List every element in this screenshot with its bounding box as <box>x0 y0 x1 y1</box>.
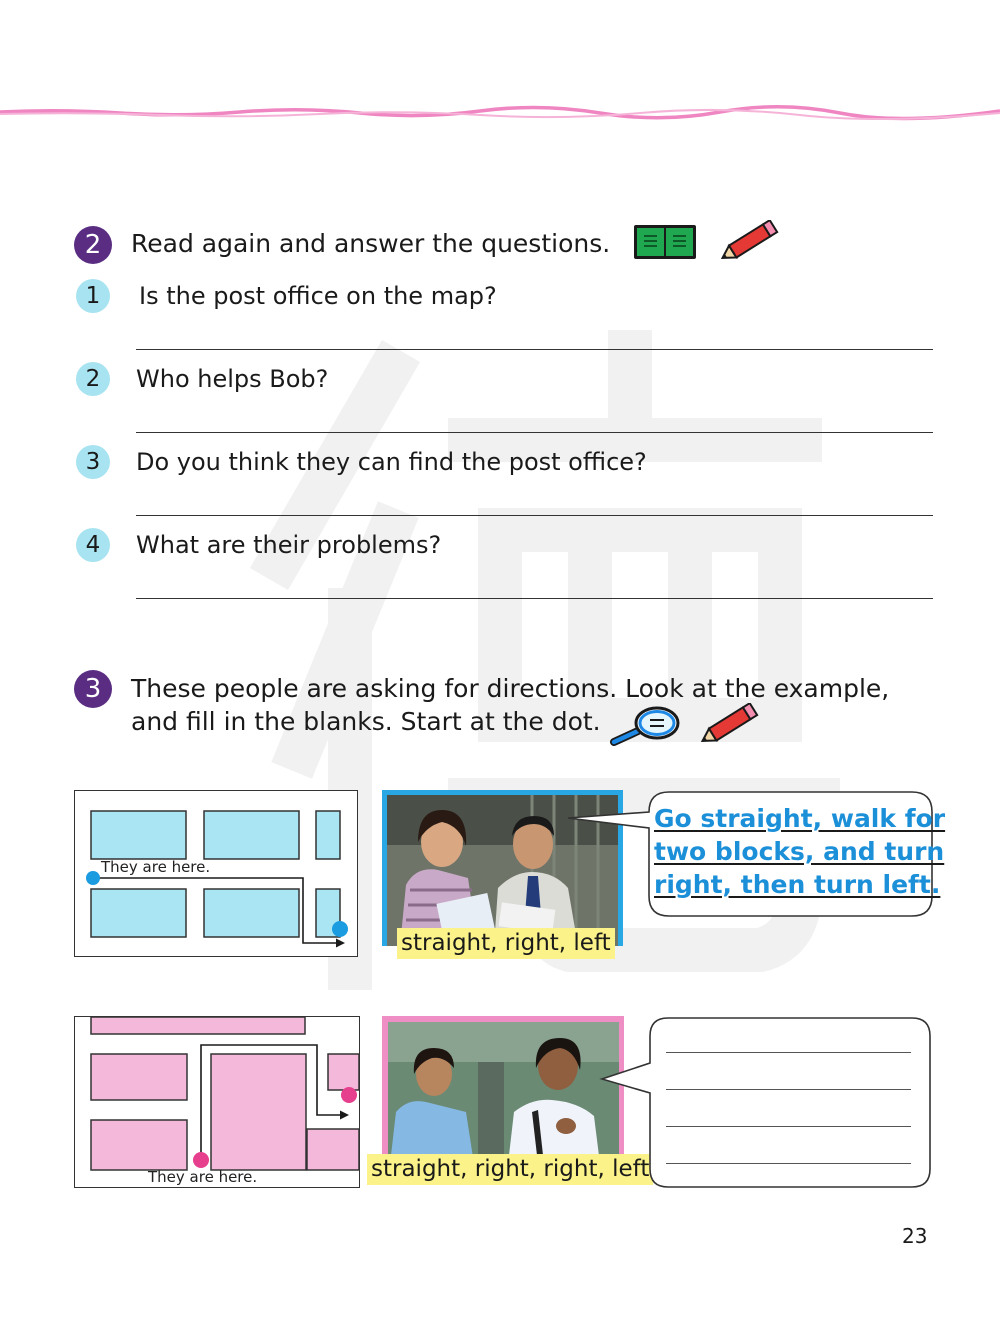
answer-line-2[interactable] <box>136 432 933 433</box>
question-1-number: 1 <box>85 283 101 309</box>
question-2-number: 2 <box>85 366 101 392</box>
section-2-number: 2 <box>84 230 102 260</box>
page-number: 23 <box>902 1224 928 1248</box>
exercise-caption: straight, right, right, left <box>367 1154 653 1185</box>
exercise-photo-image <box>382 1016 624 1164</box>
exercise-map-drawing <box>75 1017 359 1187</box>
section-3-title-line-1: These people are asking for directions. Look at the example, <box>131 674 890 703</box>
book-icon <box>632 222 698 262</box>
exercise-speech-bubble <box>596 1015 934 1191</box>
question-4-number: 4 <box>85 532 101 558</box>
answer-line-3[interactable] <box>136 515 933 516</box>
end-dot <box>332 921 348 937</box>
section-2-title: Read again and answer the questions. <box>131 229 611 258</box>
question-3-text: Do you think they can find the post office? <box>136 448 647 476</box>
question-4-text: What are their problems? <box>136 531 442 559</box>
map-block <box>204 889 299 937</box>
map-block <box>91 1054 187 1100</box>
map-block <box>91 1017 305 1034</box>
question-2-text: Who helps Bob? <box>136 365 329 393</box>
blank-line-2[interactable] <box>666 1089 911 1090</box>
question-3-badge <box>76 445 110 479</box>
exercise-map-label: They are here. <box>148 1168 258 1186</box>
answer-line-1[interactable] <box>136 349 933 350</box>
answer-line-4[interactable] <box>136 598 933 599</box>
magnifier-icon <box>606 703 682 749</box>
question-1-text: Is the post office on the map? <box>139 282 497 310</box>
start-dot <box>193 1152 209 1168</box>
question-3-number: 3 <box>85 449 101 475</box>
question-2-badge <box>76 362 110 396</box>
blank-line-1[interactable] <box>666 1052 911 1053</box>
example-map-label: They are here. <box>101 858 211 876</box>
blank-line-3[interactable] <box>666 1126 911 1127</box>
section-3-number: 3 <box>84 674 102 704</box>
top-decorative-line <box>0 100 1000 124</box>
section-3-title-line-2: and fill in the blanks. Start at the dot. <box>131 707 601 736</box>
speech-line-2: two blocks, and turn <box>654 837 945 866</box>
blank-line-4[interactable] <box>666 1163 911 1164</box>
map-block <box>91 811 186 859</box>
pencil-icon <box>714 220 782 264</box>
question-4-badge <box>76 528 110 562</box>
exercise-photo <box>382 1016 624 1164</box>
question-1-badge <box>76 279 110 313</box>
map-block <box>316 811 340 859</box>
example-map <box>74 790 358 957</box>
exercise-map <box>74 1016 360 1188</box>
example-speech-text <box>654 802 945 901</box>
map-block <box>328 1054 359 1090</box>
end-dot <box>341 1087 357 1103</box>
map-block <box>307 1129 359 1170</box>
speech-line-1: Go straight, walk for <box>654 804 946 833</box>
map-block <box>91 889 186 937</box>
section-3-badge <box>74 670 112 708</box>
speech-line-3: right, then turn left. <box>654 870 941 899</box>
map-block <box>211 1054 306 1170</box>
map-block <box>91 1120 187 1170</box>
start-dot <box>86 871 100 885</box>
section-2-badge <box>74 226 112 264</box>
map-block <box>204 811 299 859</box>
pencil-icon <box>694 703 762 747</box>
example-caption: straight, right, left <box>397 928 615 959</box>
